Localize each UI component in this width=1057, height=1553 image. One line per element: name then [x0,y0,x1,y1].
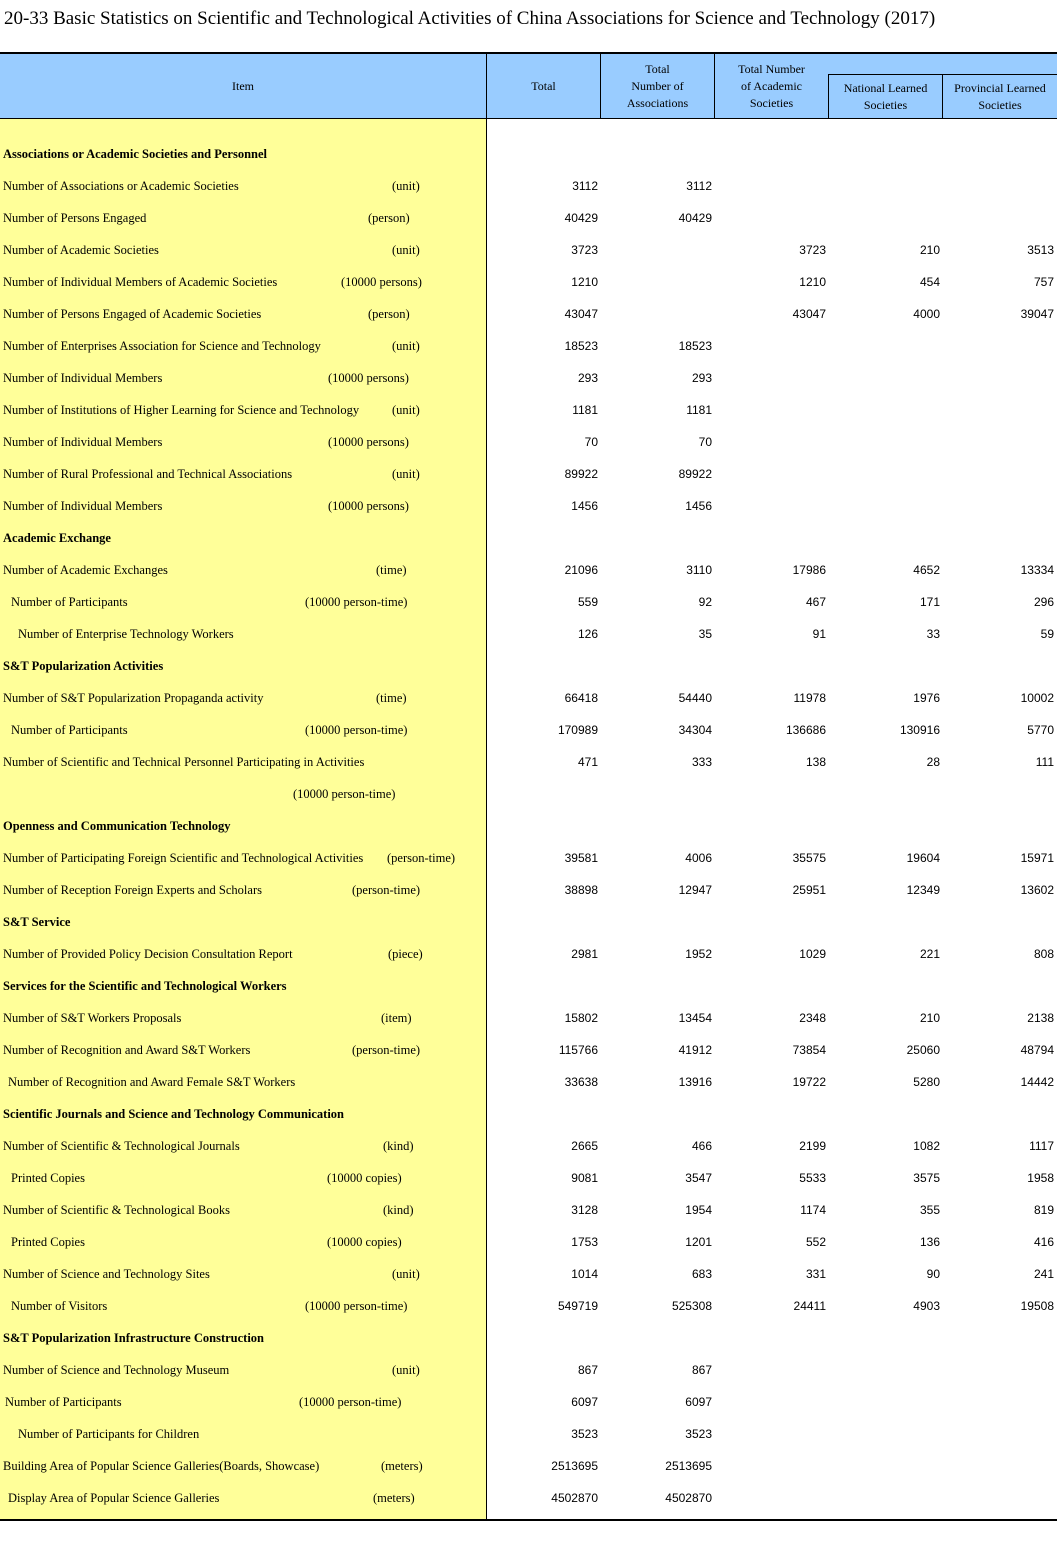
cell-value: 15802 [564,1011,598,1025]
table-row [0,1418,1057,1450]
header-divider [486,54,487,118]
cell-value: 19508 [1020,1299,1054,1313]
cell-value: 25060 [906,1043,940,1057]
section-label: Services for the Scientific and Technological Workers [3,979,287,993]
row-unit: (meters) [373,1491,415,1505]
cell-value: 3547 [685,1171,712,1185]
row-label: Printed Copies [11,1235,85,1249]
row-label: Number of Participants [5,1395,122,1409]
row-unit: (10000 persons) [328,499,409,513]
cell-value: 17986 [792,563,826,577]
cell-value: 1954 [685,1203,712,1217]
table-row [0,1258,1057,1290]
cell-value: 5533 [799,1171,826,1185]
cell-value: 12947 [678,883,712,897]
cell-value: 4502870 [551,1491,598,1505]
table-row [0,1290,1057,1322]
row-unit: (10000 person-time) [305,723,408,737]
row-label: Number of Persons Engaged of Academic Societies [3,307,262,321]
cell-value: 1753 [571,1235,598,1249]
cell-value: 1952 [685,947,712,961]
cell-value: 3513 [1027,243,1054,257]
row-label: Number of Recognition and Award Female S&T Workers [8,1075,296,1089]
table-row [0,362,1057,394]
row-label: Number of Associations or Academic Societies [3,179,239,193]
cell-value: 19722 [792,1075,826,1089]
table-row [0,1034,1057,1066]
cell-value: 136 [919,1235,940,1249]
cell-value: 355 [919,1203,940,1217]
cell-value: 1117 [1029,1139,1054,1153]
section-label: Openness and Communication Technology [3,819,231,833]
header-provincial-learned-societies [943,75,1057,118]
cell-value: 34304 [678,723,712,737]
cell-value: 867 [691,1363,712,1377]
table-row [0,234,1057,266]
cell-value: 41912 [678,1043,712,1057]
table-row [0,490,1057,522]
header-provincial-line2: Societies [978,97,1022,112]
table-row [0,1450,1057,1482]
section-label: Academic Exchange [3,531,111,545]
cell-value: 21096 [564,563,598,577]
cell-value: 4652 [913,563,940,577]
cell-value: 5770 [1027,723,1054,737]
section-row [0,650,1057,682]
row-unit: (10000 person-time) [305,595,408,609]
row-label: Number of Scientific & Technological Books [3,1203,230,1217]
cell-value: 1181 [572,403,598,417]
header-subdivider [828,74,1057,75]
table-row [0,586,1057,618]
row-unit: (meters) [381,1459,423,1473]
cell-value: 48794 [1020,1043,1054,1057]
cell-value: 293 [577,371,598,385]
table-row [0,938,1057,970]
cell-value: 2513695 [551,1459,598,1473]
cell-value: 1181 [686,403,712,417]
cell-value: 3575 [913,1171,940,1185]
cell-value: 819 [1033,1203,1054,1217]
row-label: Number of Individual Members of Academic Societies [3,275,278,289]
table-row [0,1066,1057,1098]
header-total-academic-line1: Total Number [738,61,805,76]
table-row [0,618,1057,650]
cell-value: 4000 [913,307,940,321]
row-unit: (unit) [392,179,420,193]
row-unit: (person) [368,307,410,321]
header-divider [714,54,715,118]
row-label: Number of Rural Professional and Technical Associations [3,467,293,481]
row-label: Number of Recognition and Award S&T Workers [3,1043,251,1057]
table-row [0,682,1057,714]
cell-value: 39047 [1020,307,1054,321]
cell-value: 331 [805,1267,826,1281]
cell-value: 89922 [678,467,712,481]
row-label: Number of Participants [11,595,128,609]
cell-value: 2199 [799,1139,826,1153]
row-unit: (person-time) [387,851,456,865]
cell-value: 4006 [685,851,712,865]
cell-value: 3723 [571,243,598,257]
cell-value: 2348 [799,1011,826,1025]
section-row [0,522,1057,554]
section-row [0,1098,1057,1130]
table-row [0,1482,1057,1514]
cell-value: 867 [577,1363,598,1377]
cell-value: 6097 [685,1395,712,1409]
cell-value: 210 [919,1011,940,1025]
cell-value: 89922 [564,467,598,481]
cell-value: 1976 [913,691,940,705]
cell-value: 14442 [1020,1075,1054,1089]
cell-value: 13454 [678,1011,712,1025]
section-label: S&T Service [3,915,71,929]
cell-value: 1029 [799,947,826,961]
table-row [0,458,1057,490]
header-total-associations [601,54,714,118]
row-label: Number of S&T Workers Proposals [3,1011,182,1025]
row-label: Number of Individual Members [3,499,163,513]
section-row [0,1322,1057,1354]
header-total: Total [531,78,556,93]
cell-value: 24411 [793,1299,826,1313]
table-header [0,52,1057,119]
table-row [0,330,1057,362]
cell-value: 293 [691,371,712,385]
cell-value: 2665 [571,1139,598,1153]
row-label: Number of Participants for Children [18,1427,200,1441]
cell-value: 3723 [799,243,826,257]
header-provincial-line1: Provincial Learned [954,80,1046,95]
row-unit: (unit) [392,1363,420,1377]
cell-value: 19604 [906,851,940,865]
section-row [0,138,1057,170]
cell-value: 70 [698,435,712,449]
row-label: Number of Reception Foreign Experts and Scholars [3,883,262,897]
table-row [0,746,1057,778]
row-unit: (10000 person-time) [299,1395,402,1409]
cell-value: 59 [1040,627,1054,641]
table-row [0,1194,1057,1226]
row-unit: (time) [376,691,407,705]
cell-value: 6097 [571,1395,598,1409]
row-label: Display Area of Popular Science Galleries [8,1491,220,1505]
cell-value: 91 [812,627,826,641]
cell-value: 3112 [572,179,598,193]
cell-value: 3128 [571,1203,598,1217]
cell-value: 170989 [557,723,598,737]
row-unit: (unit) [392,339,420,353]
header-total-associations-line1: Total [645,61,670,76]
cell-value: 73854 [792,1043,826,1057]
cell-value: 683 [691,1267,712,1281]
cell-value: 1456 [571,499,598,513]
cell-value: 171 [919,595,940,609]
row-label: Number of Participants [11,723,128,737]
header-divider [600,54,601,118]
cell-value: 416 [1033,1235,1054,1249]
cell-value: 552 [805,1235,826,1249]
table-row [0,842,1057,874]
table-row [0,426,1057,458]
row-label: Number of Persons Engaged [3,211,147,225]
table-row [0,170,1057,202]
cell-value: 10002 [1020,691,1054,705]
cell-value: 54440 [678,691,712,705]
section-row [0,970,1057,1002]
cell-value: 33 [926,627,940,641]
cell-value: 2138 [1027,1011,1054,1025]
row-label: Number of Enterprises Association for Science and Technology [3,339,321,353]
cell-value: 138 [805,755,826,769]
cell-value: 115766 [558,1043,598,1057]
cell-value: 1082 [913,1139,940,1153]
row-unit: (10000 persons) [341,275,422,289]
row-unit: (kind) [383,1203,414,1217]
row-unit: (unit) [392,243,420,257]
row-label: Number of Institutions of Higher Learning for Science and Technology [3,403,360,417]
row-unit: (unit) [392,467,420,481]
cell-value: 241 [1033,1267,1054,1281]
row-label: Printed Copies [11,1171,85,1185]
table-row [0,1130,1057,1162]
cell-value: 130916 [899,723,940,737]
cell-value: 4903 [913,1299,940,1313]
table-row [0,778,1057,810]
row-unit: (10000 persons) [328,371,409,385]
header-divider [828,75,829,118]
cell-value: 39581 [564,851,598,865]
row-unit: (unit) [392,403,420,417]
row-unit: (10000 copies) [327,1235,402,1249]
header-total-associations-line3: Associations [626,95,689,110]
table-row [0,1354,1057,1386]
table-row [0,874,1057,906]
row-label: Number of Academic Societies [3,243,159,257]
cell-value: 467 [805,595,826,609]
section-label: Associations or Academic Societies and Personnel [3,147,267,161]
row-unit: (piece) [388,947,423,961]
cell-value: 1014 [571,1267,598,1281]
cell-value: 40429 [678,211,712,225]
cell-value: 136686 [785,723,826,737]
cell-value: 3523 [685,1427,712,1441]
cell-value: 549719 [557,1299,598,1313]
cell-value: 33638 [564,1075,598,1089]
cell-value: 13602 [1020,883,1054,897]
cell-value: 28 [926,755,940,769]
header-national-line2: Societies [863,97,908,112]
cell-value: 3112 [686,179,712,193]
cell-value: 13916 [678,1075,712,1089]
cell-value: 12349 [906,883,940,897]
cell-value: 1174 [800,1203,826,1217]
cell-value: 11978 [793,691,826,705]
row-label: Number of Scientific & Technological Journals [3,1139,240,1153]
section-label: S&T Popularization Activities [3,659,164,673]
header-total-academic-line2: of Academic [741,78,802,93]
table-row [0,554,1057,586]
table-row [0,394,1057,426]
header-total-academic-societies [715,54,828,118]
row-label: Number of Academic Exchanges [3,563,168,577]
table-row [0,298,1057,330]
row-unit: (10000 persons) [328,435,409,449]
header-item: Item [232,78,254,93]
cell-value: 454 [919,275,940,289]
cell-value: 466 [691,1139,712,1153]
cell-value: 38898 [564,883,598,897]
cell-value: 296 [1033,595,1054,609]
cell-value: 1958 [1027,1171,1054,1185]
cell-value: 3110 [686,563,712,577]
cell-value: 126 [577,627,598,641]
row-unit: (person-time) [352,1043,421,1057]
cell-value: 3523 [571,1427,598,1441]
cell-value: 525308 [671,1299,712,1313]
cell-value: 2513695 [665,1459,712,1473]
row-unit: (item) [381,1011,412,1025]
table-row [0,1162,1057,1194]
cell-value: 210 [919,243,940,257]
table-row [0,266,1057,298]
cell-value: 13334 [1020,563,1054,577]
row-label: Number of Individual Members [3,435,163,449]
table-title: 20-33 Basic Statistics on Scientific and Technological Activities of China Associations for Science and Technology (2017) [4,8,936,29]
table-row [0,1002,1057,1034]
row-label: Number of Scientific and Technical Personnel Participating in Activities [3,755,365,769]
row-label: Number of Science and Technology Sites [3,1267,210,1281]
cell-value: 111 [1035,755,1054,769]
table-row [0,1226,1057,1258]
cell-value: 4502870 [665,1491,712,1505]
cell-value: 221 [919,947,940,961]
header-total-associations-line2: Number of [631,78,684,93]
table-row [0,202,1057,234]
header-national-line1: National Learned [843,80,928,95]
cell-value: 70 [584,435,598,449]
row-label: Number of Science and Technology Museum [3,1363,230,1377]
cell-value: 1210 [571,275,598,289]
cell-value: 18523 [678,339,712,353]
cell-value: 35575 [792,851,826,865]
table-row [0,1386,1057,1418]
cell-value: 90 [926,1267,940,1281]
row-label: Number of Visitors [11,1299,108,1313]
row-label: Number of S&T Popularization Propaganda activity [3,691,264,705]
row-unit: (person-time) [352,883,421,897]
row-unit: (10000 person-time) [293,787,396,801]
cell-value: 40429 [564,211,598,225]
row-label: Number of Enterprise Technology Workers [18,627,234,641]
header-national-learned-societies [829,75,942,118]
row-unit: (10000 copies) [327,1171,402,1185]
row-label: Number of Individual Members [3,371,163,385]
row-unit: (10000 person-time) [305,1299,408,1313]
cell-value: 92 [698,595,712,609]
cell-value: 9081 [571,1171,598,1185]
row-unit: (time) [376,563,407,577]
header-divider [942,75,943,118]
header-total-academic-line3: Societies [749,95,794,110]
row-label: Building Area of Popular Science Galleries(Boards, Showcase) [3,1459,320,1473]
cell-value: 25951 [792,883,826,897]
cell-value: 43047 [792,307,826,321]
section-label: Scientific Journals and Science and Technology Communication [3,1107,345,1121]
cell-value: 757 [1033,275,1054,289]
section-row [0,810,1057,842]
cell-value: 18523 [564,339,598,353]
cell-value: 35 [698,627,712,641]
cell-value: 559 [577,595,598,609]
row-unit: (unit) [392,1267,420,1281]
section-label: S&T Popularization Infrastructure Construction [3,1331,264,1345]
cell-value: 808 [1033,947,1054,961]
cell-value: 471 [577,755,598,769]
cell-value: 1201 [685,1235,712,1249]
table-bottom-border [0,1519,1057,1521]
section-row [0,906,1057,938]
row-label: Number of Participating Foreign Scientific and Technological Activities [3,851,364,865]
row-unit: (kind) [383,1139,414,1153]
table-row [0,714,1057,746]
cell-value: 15971 [1020,851,1054,865]
cell-value: 5280 [913,1075,940,1089]
cell-value: 1456 [685,499,712,513]
row-label: Number of Provided Policy Decision Consultation Report [3,947,293,961]
cell-value: 66418 [564,691,598,705]
cell-value: 43047 [564,307,598,321]
row-unit: (person) [368,211,410,225]
cell-value: 2981 [571,947,598,961]
cell-value: 1210 [799,275,826,289]
cell-value: 333 [691,755,712,769]
